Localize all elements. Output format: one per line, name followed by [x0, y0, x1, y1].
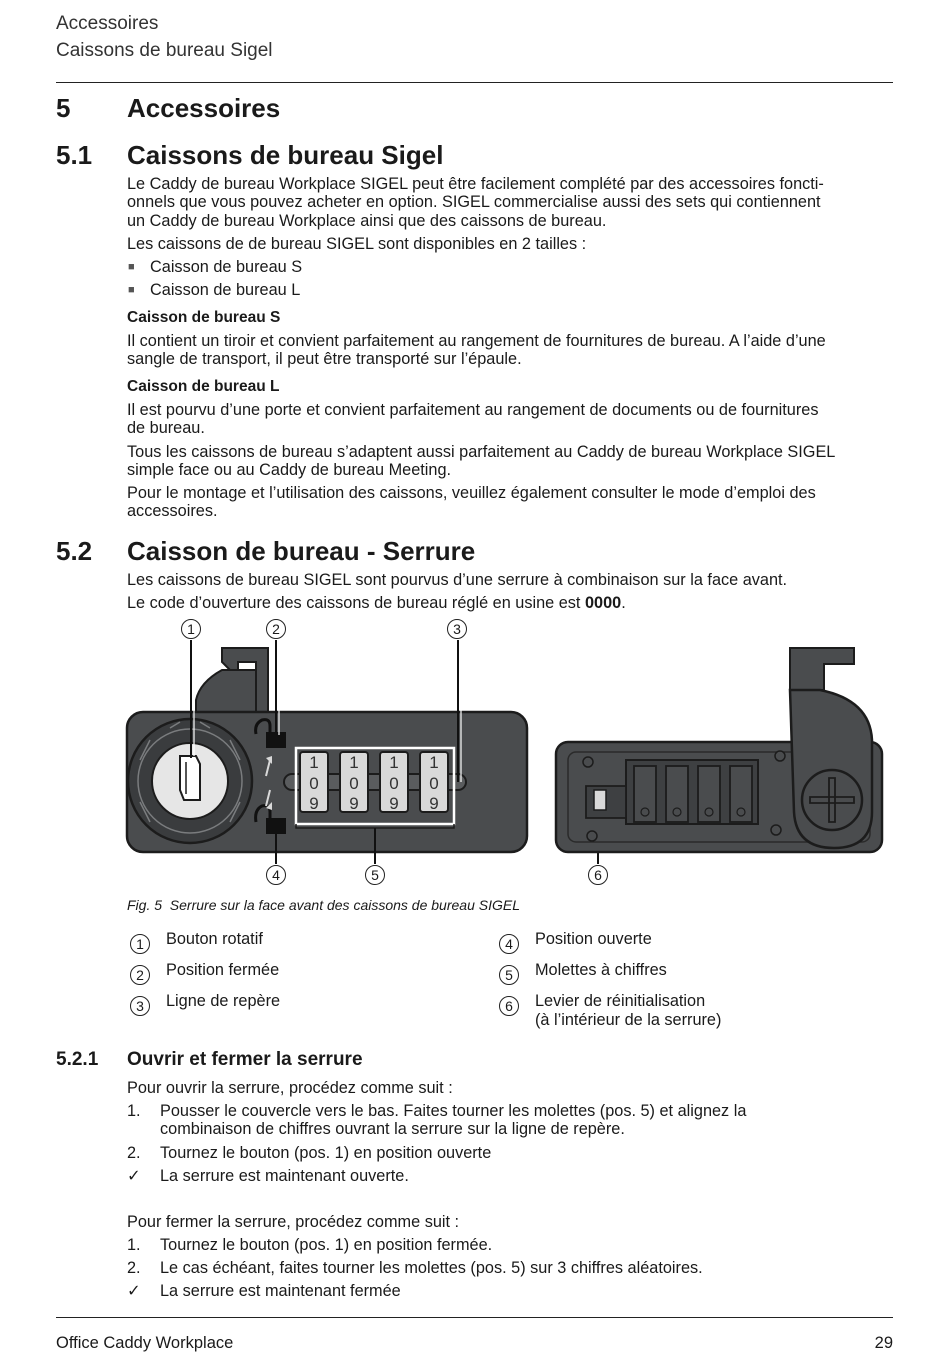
running-header-chapter: Accessoires: [56, 13, 159, 34]
page-number: 29: [874, 1334, 893, 1352]
callout-6: 6: [588, 865, 608, 885]
close-step-2-text: Le cas échéant, faites tourner les molettes (pos. 5) sur 3 chiffres aléatoires.: [160, 1259, 703, 1277]
open-step-1-marker: 1.: [127, 1102, 141, 1120]
legend-num-6: 6: [499, 996, 519, 1016]
lock-intro: Les caissons de bureau SIGEL sont pourvus d’une serrure à combinaison sur la face avant.: [127, 571, 788, 589]
section-5-2-1-title: Ouvrir et fermer la serrure: [127, 1049, 363, 1070]
mount-paragraph: Pour le montage et l’utilisation des caissons, veuillez également consulter le mode d’emploi des accessoires.: [127, 484, 816, 521]
open-step-1-text: Pousser le couvercle vers le bas. Faites tourner les molettes (pos. 5) et alignez la combinaison de chiffres ouvrant la serrure sur la ligne de repère.: [160, 1102, 747, 1139]
open-step-2-text: Tournez le bouton (pos. 1) en position ouverte: [160, 1144, 492, 1162]
reset-lever: [594, 790, 606, 810]
bullet-icon: ■: [128, 284, 135, 296]
footer-rule: [56, 1317, 893, 1318]
close-intro: Pour fermer la serrure, procédez comme suit :: [127, 1213, 460, 1231]
section-5-2-number: 5.2: [56, 536, 93, 566]
legend-num-3: 3: [130, 996, 150, 1016]
wheel-digit-bottom: 9: [389, 794, 399, 813]
header-rule: [56, 82, 893, 83]
factory-code: 0000: [584, 594, 622, 612]
legend-text-2: Position fermée: [166, 961, 280, 979]
section-5-2-title: Caisson de bureau - Serrure: [127, 536, 476, 566]
caisson-l-paragraph: Il est pourvu d’une porte et convient parfaitement au rangement de documents ou de fournitures de bureau.: [127, 401, 819, 438]
close-step-1-marker: 1.: [127, 1236, 141, 1254]
open-result-text: La serrure est maintenant ouverte.: [160, 1167, 409, 1185]
wheel-digit-top: 1: [349, 753, 359, 772]
lock-shoulder: [196, 670, 256, 712]
wheel-digit-top: 1: [309, 753, 319, 772]
legend-num-1: 1: [130, 934, 150, 954]
wheel-digit-mid: 0: [349, 774, 359, 793]
section-5-1-number: 5.1: [56, 140, 93, 170]
close-step-1-text: Tournez le bouton (pos. 1) en position fermée.: [160, 1236, 493, 1254]
legend-text-1: Bouton rotatif: [166, 930, 263, 948]
section-5-1-title: Caissons de bureau Sigel: [127, 140, 444, 170]
sizes-intro: Les caissons de de bureau SIGEL sont disponibles en 2 tailles :: [127, 235, 587, 253]
wheel-digit-top: 1: [429, 753, 439, 772]
size-item-l: Caisson de bureau L: [150, 281, 301, 299]
caisson-l-heading: Caisson de bureau L: [127, 378, 280, 395]
wheel-digit-bottom: 9: [349, 794, 359, 813]
section-5-title: Accessoires: [127, 93, 281, 123]
open-step-2-marker: 2.: [127, 1144, 141, 1162]
wheel-digit-mid: 0: [309, 774, 319, 793]
intro-paragraph: Le Caddy de bureau Workplace SIGEL peut être facilement complété par des accessoires foncti- onnels que vous pouvez acheter en option. SIGEL commercialise aussi des sets qui contiennent un Caddy de bureau Workplace ainsi que des caissons de bureau.: [127, 175, 824, 230]
legend-text-4: Position ouverte: [535, 930, 652, 948]
close-step-2-marker: 2.: [127, 1259, 141, 1277]
footer-product: Office Caddy Workplace: [56, 1334, 234, 1352]
callout-4: 4: [266, 865, 286, 885]
legend-text-5: Molettes à chiffres: [535, 961, 667, 979]
size-item-s: Caisson de bureau S: [150, 258, 303, 276]
caisson-s-heading: Caisson de bureau S: [127, 309, 281, 326]
open-intro: Pour ouvrir la serrure, procédez comme suit :: [127, 1079, 453, 1097]
wheel-digit-mid: 0: [429, 774, 439, 793]
lock-figure: [0, 610, 950, 890]
figure-caption: Fig. 5 Serrure sur la face avant des caissons de bureau SIGEL: [127, 897, 520, 913]
lock-code-line: Le code d’ouverture des caissons de bureau réglé en usine est 0000.: [127, 594, 626, 612]
wheel-digit-bottom: 9: [309, 794, 319, 813]
callout-3: 3: [447, 619, 467, 639]
wheel-digit-mid: 0: [389, 774, 399, 793]
running-header-section: Caissons de bureau Sigel: [56, 40, 273, 61]
legend-num-5: 5: [499, 965, 519, 985]
legend-num-2: 2: [130, 965, 150, 985]
section-5-number: 5: [56, 93, 71, 123]
legend-num-4: 4: [499, 934, 519, 954]
wheel-digit-bottom: 9: [429, 794, 439, 813]
wheel-digit-top: 1: [389, 753, 399, 772]
legend-text-3: Ligne de repère: [166, 992, 281, 1010]
check-icon: ✓: [127, 1167, 141, 1185]
section-5-2-1-number: 5.2.1: [56, 1049, 99, 1070]
bullet-icon: ■: [128, 261, 135, 273]
legend-text-6: Levier de réinitialisation (à l’intérieur de la serrure): [535, 992, 722, 1029]
callout-1: 1: [181, 619, 201, 639]
key-slot-icon: [180, 756, 200, 800]
callout-5: 5: [365, 865, 385, 885]
rear-hook: [790, 648, 854, 690]
close-result-text: La serrure est maintenant fermée: [160, 1282, 401, 1300]
check-icon: ✓: [127, 1282, 141, 1300]
callout-2: 2: [266, 619, 286, 639]
adapt-paragraph: Tous les caissons de bureau s’adaptent aussi parfaitement au Caddy de bureau Workplace SIGEL simple face ou au Caddy de bureau Meeting.: [127, 443, 836, 480]
caisson-s-paragraph: Il contient un tiroir et convient parfaitement au rangement de fournitures de bureau. A l’aide d’une sangle de transport, il peut être transporté sur l’épaule.: [127, 332, 826, 369]
